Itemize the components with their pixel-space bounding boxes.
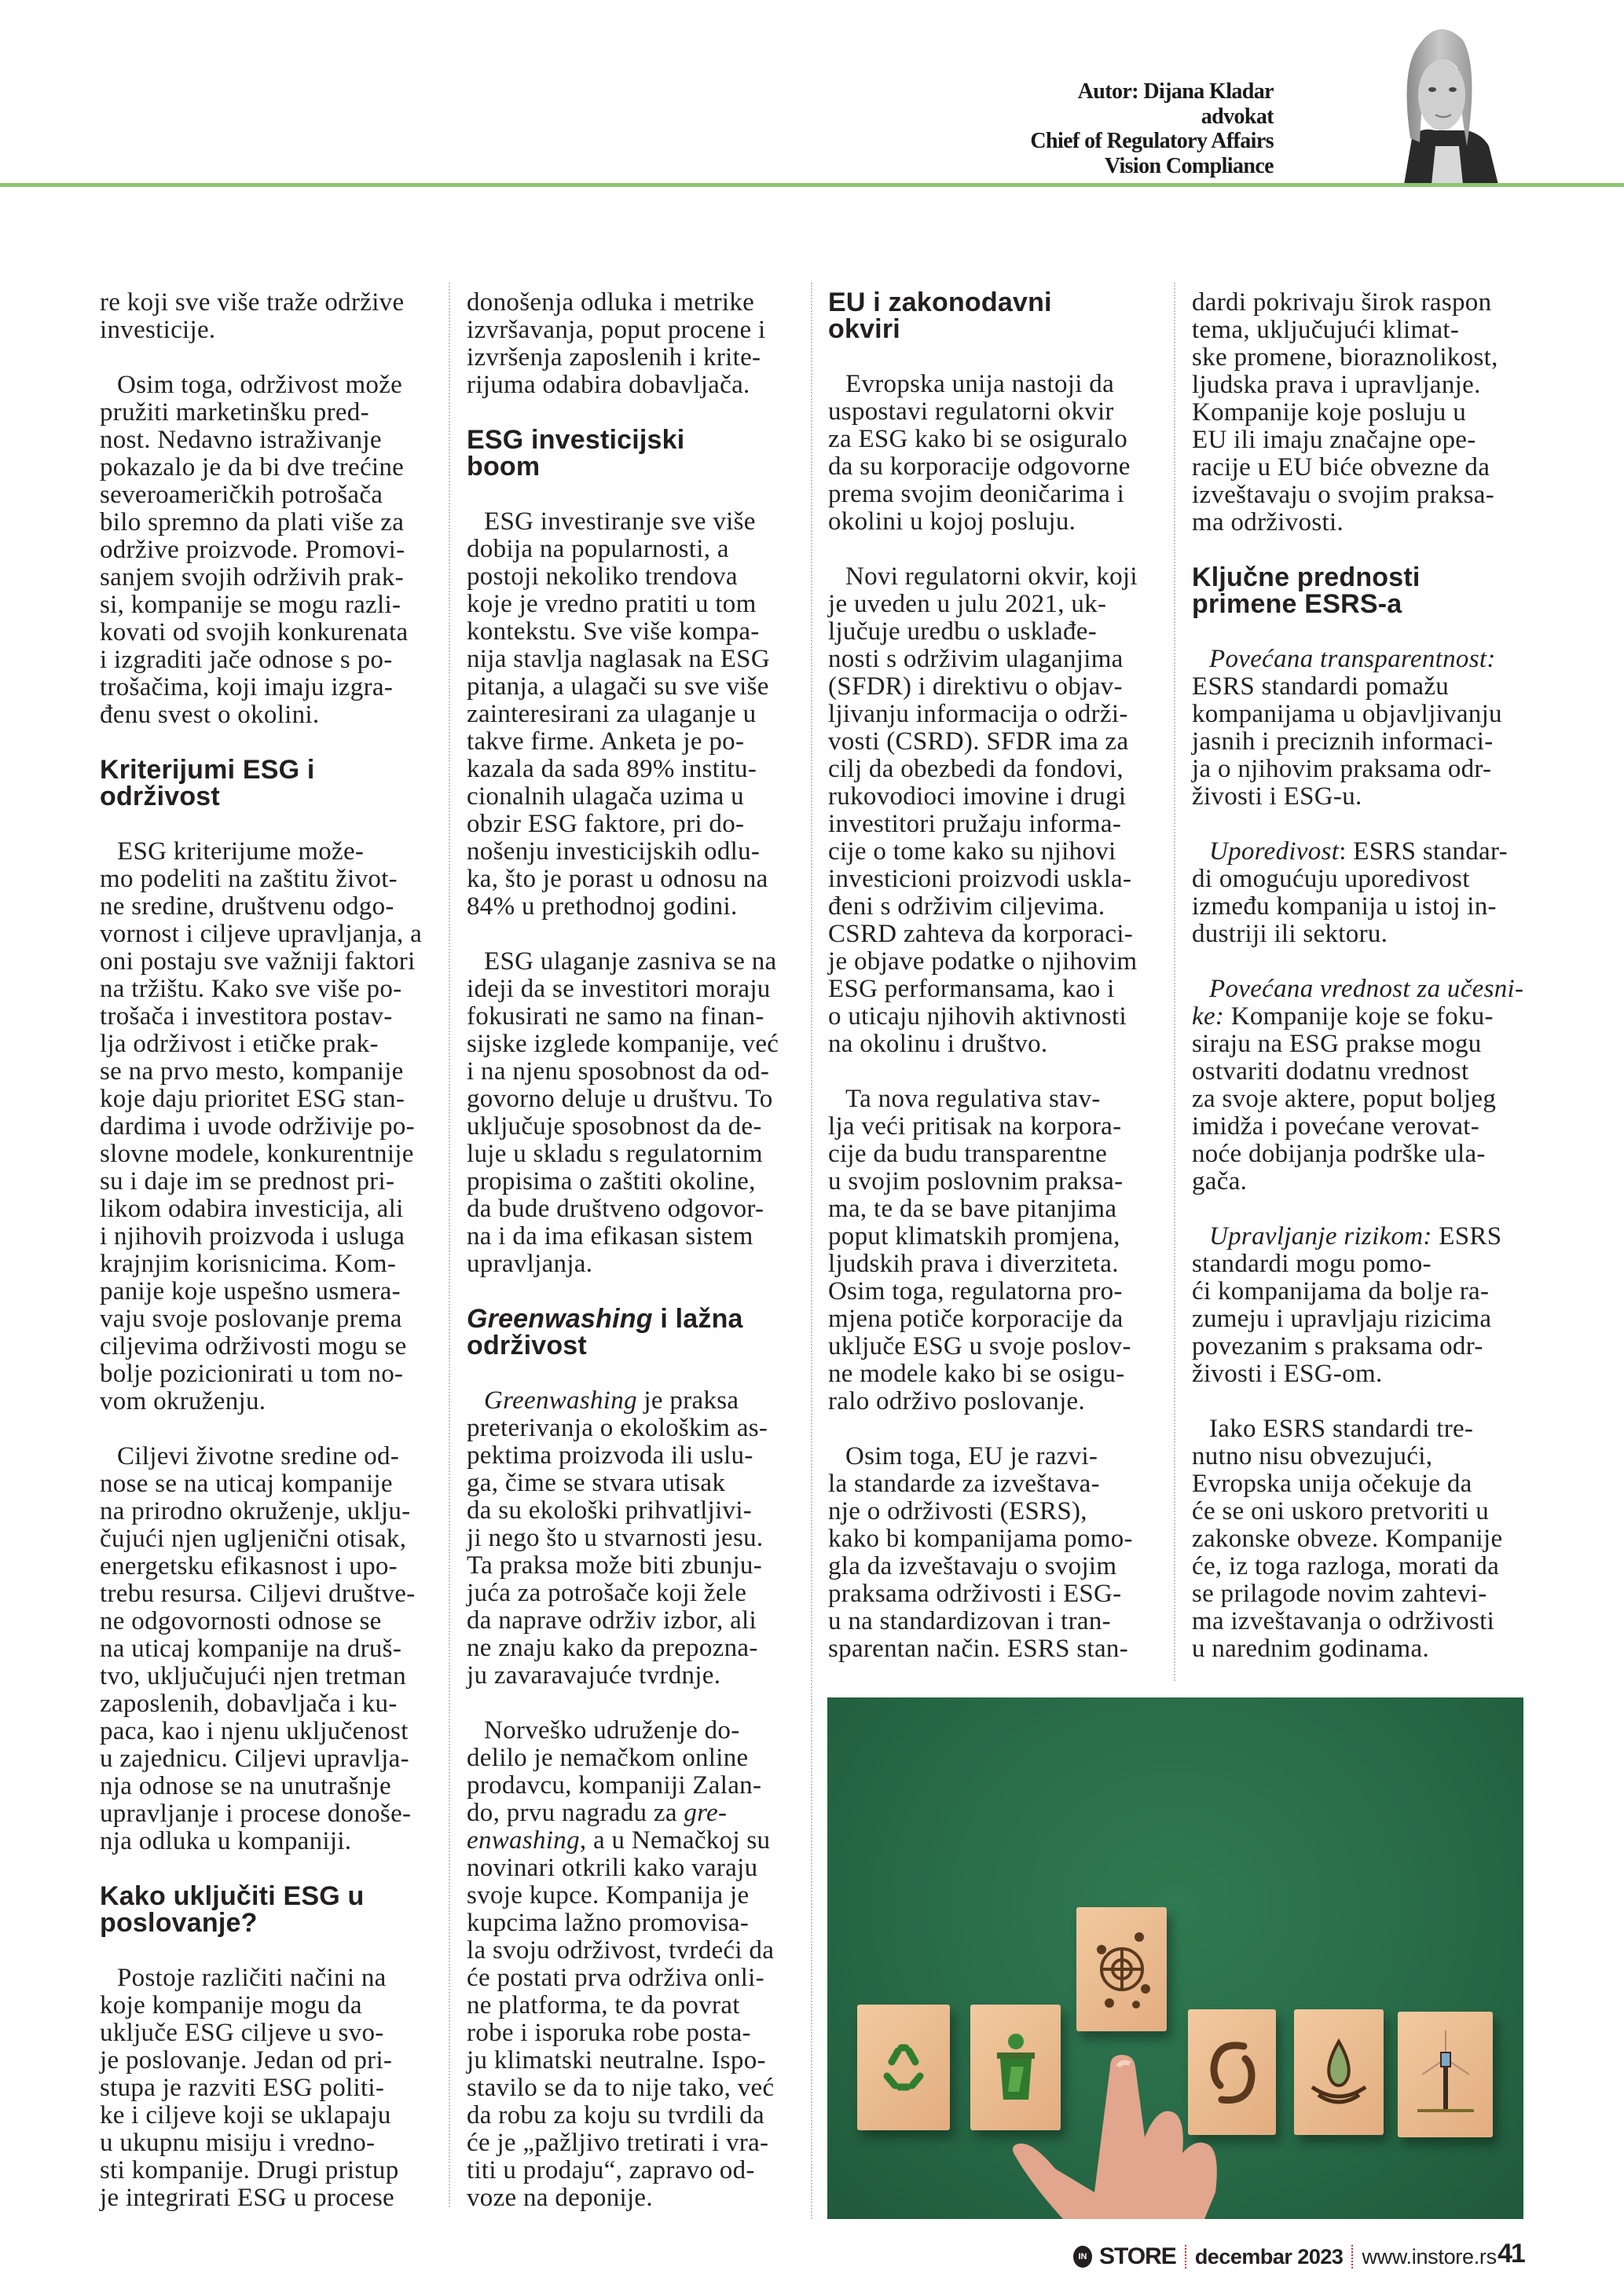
body-paragraph	[828, 371, 1166, 536]
instore-logo-text: STORE	[1099, 2243, 1176, 2269]
text-run: re koji sve više traže održive investicije.	[100, 288, 405, 344]
text-run: Kompanije koje se foku- siraju na ESG prakse mogu ostvariti dodatnu vrednost za svoje aktere, poput boljeg imidža i povećane verovat- noće dobijanja podrške ula- gača.	[1192, 1002, 1497, 1196]
body-paragraph	[467, 1387, 805, 1690]
author-byline	[1030, 79, 1274, 178]
article-column-1	[100, 289, 438, 2239]
text-run: Osim toga, EU je razvi- la standarde za izveštava- nje o održivosti (ESRS), kako bi kompanijama pomo- gla da izveštavaju o svojim praksama održivosti i ESG- u na standardizovan i tran- sparentan način. ESRS stan-	[828, 1442, 1133, 1663]
header-divider	[0, 183, 1624, 187]
text-run: ESG ulaganje zasniva se na ideji da se investitori moraju fokusirati ne samo na finan- sijske izglede kompanije, već i na njenu sposobnost da od- govorno deluje u društvu. To uključuje sposobnost da de- luje u skladu s regulatornim propisima o zaštiti okoline, da bude društveno odgovor- na i da ima efikasan sistem upravljanja.	[467, 947, 779, 1278]
body-paragraph	[100, 838, 438, 1415]
text-run: Novi regulatorni okvir, koji je uveden u julu 2021, uk- ljučuje uredbu o usklađe- nosti s održivim ulaganjima (SFDR) i direktivu o objav- ljivanju informacija o održi- vosti (CSRD). SFDR ima za cilj da obezbedi da fondovi, rukovodioci imovine i drugi investitori pružaju informa- cije o tome kako su njihovi investicioni proizvodi uskla- đeni s održivim ciljevima. CSRD zahteva da korporaci- je objave podatke o njihovim ESG performansama, kao i o uticaju njihovih aktivnosti na okolinu i društvo.	[828, 562, 1138, 1058]
body-paragraph	[1192, 1223, 1530, 1388]
text-run: Kako uključiti ESG u poslovanje?	[100, 1881, 365, 1938]
body-paragraph	[100, 289, 438, 344]
body-paragraph	[828, 1086, 1166, 1415]
esg-blocks-photo	[827, 1697, 1523, 2219]
text-run: ESG kriterijume može- mo podeliti na zaštitu život- ne sredine, društvenu odgo- vornost i ciljeve upravljanja, a oni postaju sve važniji faktori na tržištu. Kako sve više po- trošača i investitora postav- lja održivost i etičke prak- se na prvo mesto, kompanije koje daju prioritet ESG stan- dardima i uvode održivije po- slovne modele, konkurentnije su i daje im se prednost pri- likom odabira investicija, ali i njihovih proizvoda i usluga krajnjim korisnicima. Kom- panije koje uspešno usmera- vaju svoje poslovanje prema ciljevima održivosti mogu se bolje pozicionirati u tom no- vom okruženju.	[100, 837, 423, 1415]
text-run: i lažna održivost	[467, 1304, 743, 1360]
instore-logo-mark: IN	[1073, 2246, 1092, 2268]
body-paragraph	[1192, 976, 1530, 1196]
section-heading	[1192, 564, 1530, 617]
text-run: Iako ESRS standardi tre- nutno nisu obvezujući, Evropska unija očekuje da će se oni uskoro pretvoriti u zakonske obveze. Kompanije će, iz toga razloga, morati da se prilagode novim zahtevi- ma izveštavanja o održivosti u narednim godinama.	[1192, 1415, 1503, 1663]
italic-text: Uporedivost	[1209, 837, 1340, 866]
italic-text: Povećana vrednost za učesni- ke:	[1192, 975, 1524, 1031]
column-separator	[449, 283, 450, 2207]
body-paragraph	[467, 1717, 805, 2212]
italic-text: Povećana transparentnost:	[1209, 645, 1496, 673]
page-number: 41	[1498, 2239, 1524, 2269]
section-heading	[467, 427, 805, 480]
author-title: advokat	[1201, 104, 1274, 129]
text-run: dardi pokrivaju širok raspon tema, uključujući klimat- ske promene, bioraznolikost, ljudska prava i upravljanje. Kompanije koje posluju u EU ili imaju značajne ope- racije u EU biće obvezne da izveštavaju o svojim praksa- ma održivosti.	[1192, 288, 1498, 536]
article-column-4	[1192, 289, 1530, 1690]
italic-text: Greenwashing	[467, 1304, 653, 1334]
text-run: , a u Nemačkoj su novinari otkrili kako varaju svoje kupce. Kompanija je kupcima lažno promovisa- la svoju održivost, tvrdeći da će postati prva održiva onli- ne platforma, te da povrat robe i isporuka robe posta- ju klimatski neutralne. Ispo- stavilo se da to nije tako, već da robu za koju su tvrdili da će je „pažljivo tretirati i vra- titi u prodaju“, zapravo od- voze na deponije.	[467, 1826, 775, 2212]
issue-date: decembar 2023	[1194, 2244, 1344, 2269]
body-paragraph	[828, 1443, 1166, 1663]
body-paragraph	[828, 563, 1166, 1058]
body-paragraph	[467, 948, 805, 1278]
author-company: Vision Compliance	[1104, 153, 1274, 178]
body-paragraph	[1192, 838, 1530, 948]
body-paragraph	[1192, 646, 1530, 811]
section-heading	[467, 1305, 805, 1359]
body-paragraph	[100, 1965, 438, 2212]
italic-text: Upravljanje rizikom:	[1209, 1222, 1432, 1251]
body-paragraph	[1192, 289, 1530, 536]
page-footer	[1073, 2241, 1497, 2272]
text-run: ESRS standardi mogu pomo- ći kompanijama da bolje ra- zumeju i upravljaju rizicima povezanim s praksama odr- živosti i ESG-om.	[1192, 1222, 1502, 1388]
author-name: Autor: Dijana Kladar	[1077, 79, 1274, 104]
text-run: Ta nova regulativa stav- lja veći pritisak na korpora- cije da budu transparentne u svojim poslovnim praksa- ma, te da se bave pitanjima poput klimatskih promjena, ljudskih prava i diverziteta. Osim toga, regulatorna pro- mjena potiče korporacije da uključe ESG u svoje poslov- ne modele kako bi se osigu- ralo održivo poslovanje.	[828, 1085, 1131, 1415]
italic-text: gre- enwashing	[467, 1799, 728, 1855]
text-run: Norveško udruženje do- delilo je nemačkom online prodavcu, kompaniji Zalan- do, prvu nagradu za	[467, 1716, 762, 1827]
text-run: Ciljevi životne sredine od- nose se na uticaj kompanije na prirodno okruženje, uklju- čujući njen ugljenični otisak, energetsku efikasnost i upo- trebu resursa. Ciljevi društve- ne odgovornosti odnose se na uticaj kompanije na druš- tvo, uključujući njen tretman zaposlenih, dobavljača i ku- paca, kao i njenu uključenost u zajednicu. Ciljevi upravlja- nja odnose se na unutrašnje upravljanje i procese donoše- nja odluka u kompaniji.	[100, 1442, 416, 1855]
author-role: Chief of Regulatory Affairs	[1030, 129, 1274, 153]
text-run: EU i zakonodavni okviri	[828, 287, 1052, 344]
body-paragraph	[467, 289, 805, 399]
text-run: Evropska unija nastoji da uspostavi regulatorni okvir za ESG kako bi se osiguralo da su korporacije odgovorne prema svojim deoničarima i okolini u kojoj posluju.	[828, 370, 1131, 536]
column-separator	[811, 283, 812, 2219]
body-paragraph	[100, 372, 438, 729]
text-run: Kriterijumi ESG i održivost	[100, 755, 315, 811]
text-run: Osim toga, održivost može pružiti marketinšku pred- nost. Nedavno istraživanje pokazalo je da bi dve trećine severoameričkih potrošača bilo spremno da plati više za održive proizvode. Promovi- sanjem svojih održivih prak- si, kompanije se mogu razli- kovati od svojih konkurenata i izgraditi jače odnose s po- trošačima, koji imaju izgra- đenu svest o okolini.	[100, 371, 409, 729]
article-column-2	[467, 289, 805, 2239]
body-paragraph	[1192, 1415, 1530, 1663]
section-heading	[100, 756, 438, 810]
column-separator	[1174, 283, 1175, 1681]
footer-separator	[1351, 2245, 1353, 2269]
italic-text: Greenwashing	[484, 1386, 637, 1415]
text-run: donošenja odluka i metrike izvršavanja, poput procene i izvršenja zaposlenih i krite- rijuma odabira dobavljača.	[467, 288, 766, 399]
text-run: je praksa preterivanja o ekološkim as- pektima proizvoda ili uslu- ga, čime se stvara utisak da su ekološki prihvatljivi- ji nego što u stvarnosti jesu. Ta praksa može biti zbunju- juća za potrošače koji žele da naprave održiv izbor, ali ne znaju kako da prepozna- ju zavaravajuće tvrdnje.	[467, 1386, 768, 1690]
website-link[interactable]: www.instore.rs	[1362, 2244, 1497, 2269]
article-column-3	[828, 289, 1166, 1690]
text-run: Ključne prednosti primene ESRS-a	[1192, 562, 1421, 619]
text-run: ESG investiranje sve više dobija na popularnosti, a postoji nekoliko trendova koje je vredno pratiti u tom kontekstu. Sve više kompa- nija stavlja naglasak na ESG pitanja, a ulagači su sve više zainteresirani za ulaganje u takve firme. Anketa je po- kazala da sada 89% institu- cionalnih ulagača uzima u obzir ESG faktore, pri do- nošenju investicijskih odlu- ka, što je porast u odnosu na 84% u prethodnoj godini.	[467, 507, 770, 921]
text-run: ESRS standardi pomažu kompanijama u objavljivanju jasnih i preciznih informaci- ja o njihovim praksama odr- živosti i ESG-u.	[1192, 672, 1502, 811]
author-photo	[1357, 20, 1517, 185]
footer-separator	[1185, 2245, 1186, 2269]
body-paragraph	[100, 1443, 438, 1855]
pointing-hand	[827, 1697, 1523, 2219]
section-heading	[828, 289, 1166, 342]
text-run: ESG investicijski boom	[467, 425, 685, 482]
text-run: Postoje različiti načini na koje kompanije mogu da uključe ESG ciljeve u svo- je poslovanje. Jedan od pri- stupa je razviti ESG politi- ke i ciljeve koji se uklapaju u ukupnu misiju i vredno- sti kompanije. Drugi pristup je integrirati ESG u procese	[100, 1964, 399, 2212]
section-heading	[100, 1883, 438, 1936]
body-paragraph	[467, 508, 805, 921]
text-run: : ESRS standar- di omogućuju uporedivost između kompanija u istoj in- dustriji ili sektoru.	[1192, 837, 1508, 948]
